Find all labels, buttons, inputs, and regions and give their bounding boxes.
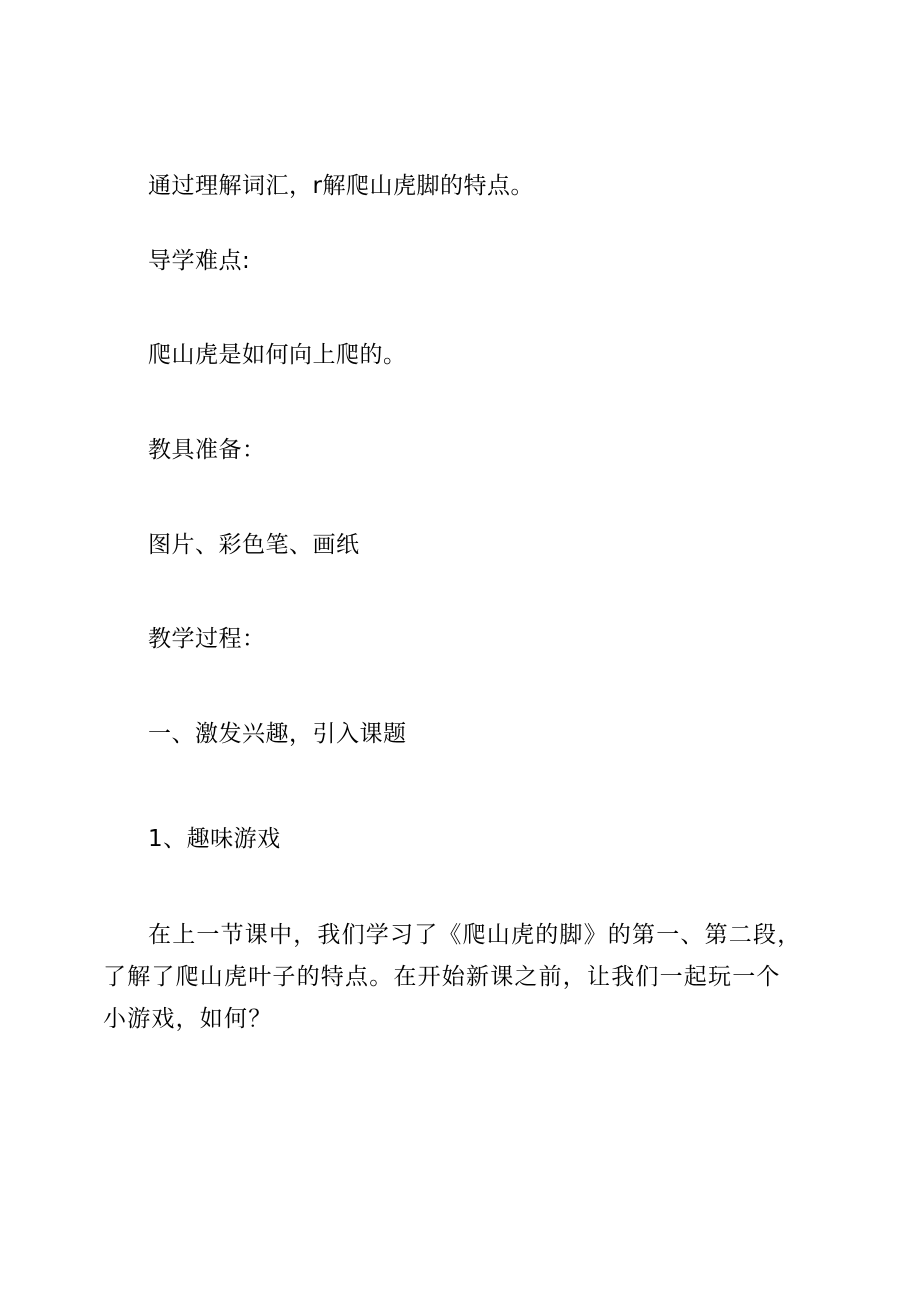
text-line-objective: 通过理解词汇，r解爬山虎脚的特点。 [148, 173, 534, 199]
text-line-tools-heading: 教具准备： [148, 437, 266, 463]
text-line-tools: 图片、彩色笔、画纸 [148, 532, 360, 558]
text-line-process-heading: 教学过程： [148, 626, 266, 652]
text-line-difficulty-heading: 导学难点: [148, 248, 251, 274]
text-line-difficulty: 爬山虎是如何向上爬的。 [148, 342, 407, 368]
text-line-subsection-one: 1、趣味游戏 [148, 826, 281, 852]
text-line-section-one: 一、激发兴趣，引入课题 [148, 721, 407, 747]
body-paragraph: 在上一节课中，我们学习了《爬山虎的脚》的第一、第二段，了解了爬山虎叶子的特点。在开始新课之前，让我们一起玩一个小游戏，如何？ [103, 922, 802, 1032]
